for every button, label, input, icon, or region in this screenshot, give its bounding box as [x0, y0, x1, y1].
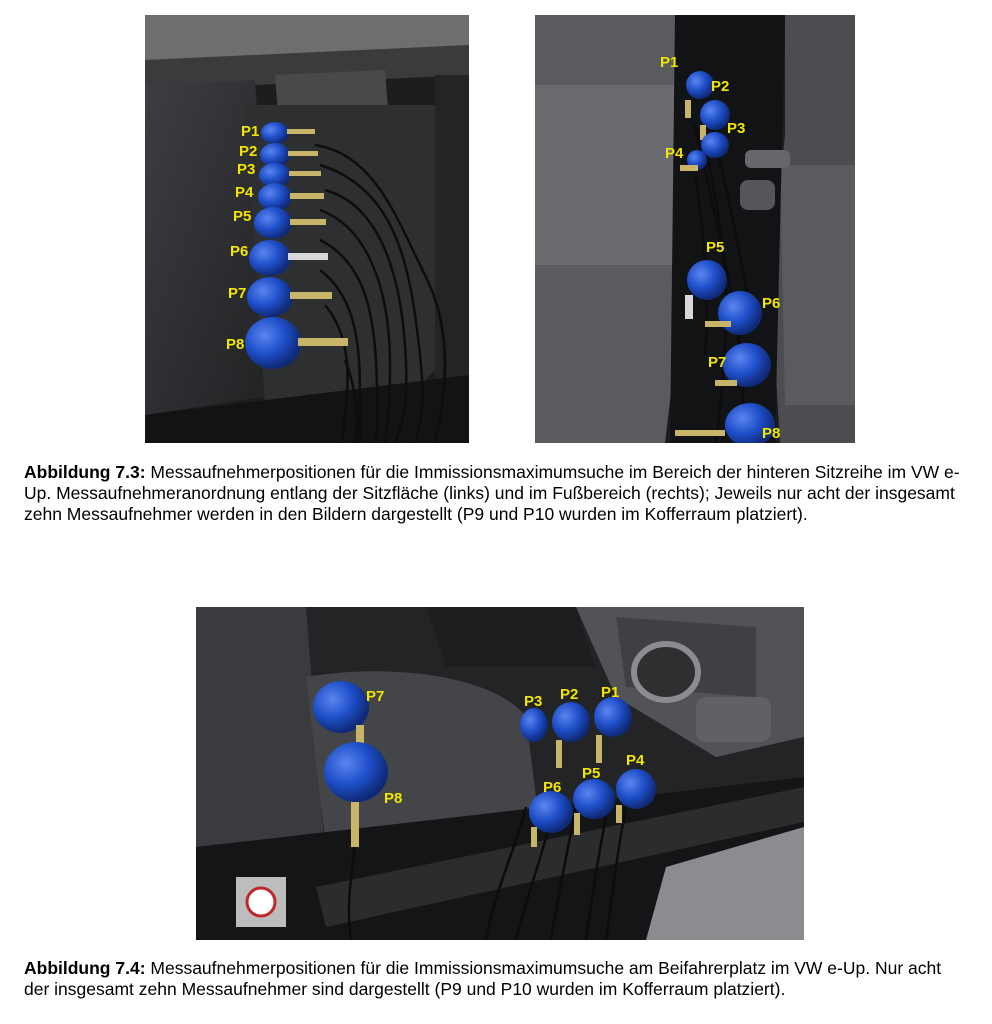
label-p7: P7	[708, 354, 727, 371]
photo-rear-footwell	[535, 15, 855, 443]
label-p2: P2	[239, 143, 258, 160]
photo-rear-seat-surface	[145, 15, 469, 443]
label-p6: P6	[230, 243, 249, 260]
label-p4: P4	[235, 184, 254, 201]
label-p6: P6	[762, 295, 781, 312]
label-p3: P3	[727, 120, 746, 137]
label-p1: P1	[241, 123, 260, 140]
label-p8: P8	[226, 336, 245, 353]
label-p2: P2	[560, 686, 579, 703]
label-p8: P8	[762, 425, 781, 442]
label-p7: P7	[228, 285, 247, 302]
rear-seat-illustration	[145, 15, 469, 443]
label-p4: P4	[626, 752, 645, 769]
label-p8: P8	[384, 790, 403, 807]
label-p3: P3	[524, 693, 543, 710]
label-p1: P1	[601, 684, 620, 701]
footwell-illustration	[535, 15, 855, 443]
label-p5: P5	[706, 239, 725, 256]
caption-figure-7-4	[24, 958, 968, 1000]
caption-label: Abbildung 7.3:	[24, 462, 146, 482]
photo-passenger-seat	[196, 607, 804, 940]
caption-figure-7-3	[24, 462, 968, 525]
passenger-seat-illustration	[196, 607, 804, 940]
label-p4: P4	[665, 145, 684, 162]
label-p5: P5	[582, 765, 601, 782]
label-p7: P7	[366, 688, 385, 705]
label-p1: P1	[660, 54, 679, 71]
label-p6: P6	[543, 779, 562, 796]
caption-label: Abbildung 7.4:	[24, 958, 146, 978]
label-p2: P2	[711, 78, 730, 95]
label-p5: P5	[233, 208, 252, 225]
caption-text: Messaufnehmerpositionen für die Immissionsmaximumsuche im Bereich der hinteren Sitzreihe im VW e-Up. Messaufnehmeranordnung entlang der Sitzfläche (links) und im Fußbereich (rechts); Jeweils nur acht der insgesamt zehn Messaufnehmer werden in den Bildern dargestellt (P9 und P10 wurden im Kofferraum platziert).	[24, 462, 960, 524]
caption-text: Messaufnehmerpositionen für die Immissionsmaximumsuche am Beifahrerplatz im VW e-Up. Nur acht der insgesamt zehn Messaufnehmer sind dargestellt (P9 und P10 wurden im Kofferraum platziert).	[24, 958, 942, 999]
label-p3: P3	[237, 161, 256, 178]
